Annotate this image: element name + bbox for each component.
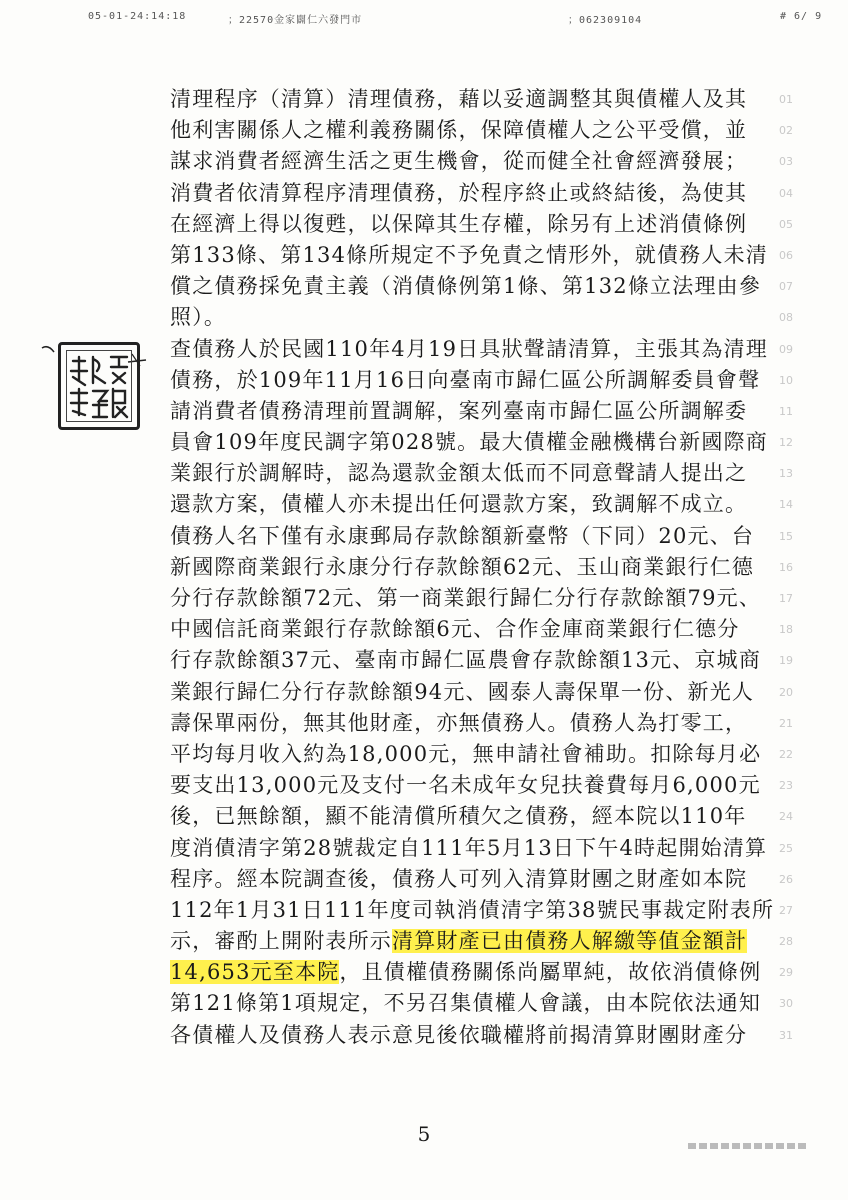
- line-number: 05: [779, 217, 793, 231]
- line-number: 15: [779, 529, 793, 543]
- line-number-column: [766, 84, 806, 1051]
- line-number: 31: [779, 1028, 793, 1042]
- page-number: 5: [417, 1122, 431, 1146]
- line-number: 23: [779, 779, 793, 793]
- document-body: [170, 84, 775, 1051]
- highlighted-text: 清算財產已由債務人解繳等值金額計: [392, 929, 748, 954]
- line-number: 28: [779, 935, 793, 949]
- text-line: 程序。經本院調查後，債務人可列入清算財團之財產如本院: [170, 866, 748, 891]
- footer-print-mark: [688, 1141, 814, 1151]
- line-number: 25: [779, 841, 793, 855]
- text-line: 壽保單兩份，無其他財產，亦無債務人。債務人為打零工，: [170, 710, 748, 735]
- text-line: 第121條第1項規定，不另召集債權人會議，由本院依法通知: [170, 991, 762, 1016]
- line-number: 16: [779, 560, 793, 574]
- text-line: 業銀行於調解時，認為還款金額太低而不同意聲請人提出之: [170, 461, 748, 486]
- fax-header: [0, 11, 848, 29]
- line-number: 26: [779, 872, 793, 886]
- text-line: 還款方案，債權人亦未提出任何還款方案，致調解不成立。: [170, 492, 748, 517]
- line-number: 10: [779, 373, 793, 387]
- line-number: 03: [779, 155, 793, 169]
- line-number: 01: [779, 93, 793, 106]
- line-number: 24: [779, 810, 793, 824]
- text-line: 業銀行歸仁分行存款餘額94元、國泰人壽保單一份、新光人: [170, 679, 755, 704]
- line-number: 14: [779, 498, 793, 512]
- highlighted-text: 14,653元至本院: [170, 960, 340, 985]
- fax-page-count: # 6/ 9: [780, 11, 823, 22]
- text-line: 112年1月31日111年度司執消債清字第38號民事裁定附表所: [170, 897, 775, 922]
- line-number: 29: [779, 966, 793, 980]
- text-line: 債務，於109年11月16日向臺南市歸仁區公所調解委員會聲: [170, 367, 761, 392]
- line-number: 08: [779, 311, 793, 325]
- text-line: 各債權人及債務人表示意見後依職權將前揭清算財團財產分: [170, 1022, 748, 1047]
- text-line: 行存款餘額37元、臺南市歸仁區農會存款餘額13元、京城商: [170, 648, 762, 673]
- text-line: 示，審酌上開附表所示清算財產已由債務人解繳等值金額計: [170, 929, 748, 954]
- text-line: 新國際商業銀行永康分行存款餘額62元、玉山商業銀行仁德: [170, 554, 755, 579]
- text-line: 要支出13,000元及支付一名未成年女兒扶養費每月6,000元: [170, 773, 761, 798]
- text-line: 債務人名下僅有永康郵局存款餘額新臺幣（下同）20元、台: [170, 523, 755, 548]
- text-line: 照）。: [170, 305, 227, 330]
- line-number: 21: [779, 716, 793, 730]
- text-line: 第133條、第134條所規定不予免責之情形外，就債務人未清: [170, 242, 768, 267]
- line-number: 11: [779, 404, 793, 418]
- line-number: 13: [779, 467, 793, 481]
- line-number: 12: [779, 436, 793, 450]
- text-line: 後，已無餘額，顯不能清償所積欠之債務，經本院以110年: [170, 804, 747, 829]
- line-number: 09: [779, 342, 793, 356]
- text-line: 謀求消費者經濟生活之更生機會，從而健全社會經濟發展；: [170, 149, 748, 174]
- text-line: 分行存款餘額72元、第一商業銀行歸仁分行存款餘額79元、: [170, 586, 762, 610]
- text-line: 14,653元至本院，且債權債務關係尚屬單純，故依消債條例: [170, 960, 762, 985]
- fax-datetime: 05-01-24:14:18: [88, 11, 187, 22]
- line-number: 02: [779, 124, 793, 138]
- line-number: 22: [779, 747, 793, 761]
- line-number: 04: [779, 186, 793, 200]
- line-number: 07: [779, 280, 793, 294]
- fax-sender: ；22570金家闢仁六發門市: [228, 15, 363, 26]
- text-line: 消費者依清算程序清理債務，於程序終止或終結後，為使其: [170, 180, 748, 205]
- official-seal: [58, 342, 140, 430]
- fax-recipient: ；062309104: [568, 15, 643, 26]
- text-line: 他利害關係人之權利義務關係，保障債權人之公平受償，並: [170, 118, 748, 143]
- text-line: 中國信託商業銀行存款餘額6元、合作金庫商業銀行仁德分: [170, 617, 740, 642]
- line-number: 19: [779, 654, 793, 668]
- text-line: 請消費者債務清理前置調解，案列臺南市歸仁區公所調解委: [170, 398, 748, 423]
- line-number: 18: [779, 623, 793, 637]
- text-line: 償之債務採免責主義（消債條例第1條、第132條立法理由參: [170, 274, 762, 299]
- line-number: 27: [779, 903, 793, 917]
- text-line: 員會109年度民調字第028號。最大債權金融機構台新國際商: [170, 430, 768, 455]
- line-number: 30: [779, 997, 793, 1011]
- line-number: 06: [779, 248, 793, 262]
- line-number: 17: [779, 592, 793, 605]
- text-line: 清理程序（清算）清理債務，藉以妥適調整其與債權人及其: [170, 87, 748, 111]
- text-line: 平均每月收入約為18,000元，無申請社會補助。扣除每月必: [170, 741, 762, 766]
- text-line: 在經濟上得以復甦，以保障其生存權，除另有上述消債條例: [170, 211, 748, 236]
- text-line: 查債務人於民國110年4月19日具狀聲請清算，主張其為清理: [170, 336, 768, 361]
- text-line: 度消債清字第28號裁定自111年5月13日下午4時起開始清算: [170, 835, 768, 860]
- line-number: 20: [779, 685, 793, 699]
